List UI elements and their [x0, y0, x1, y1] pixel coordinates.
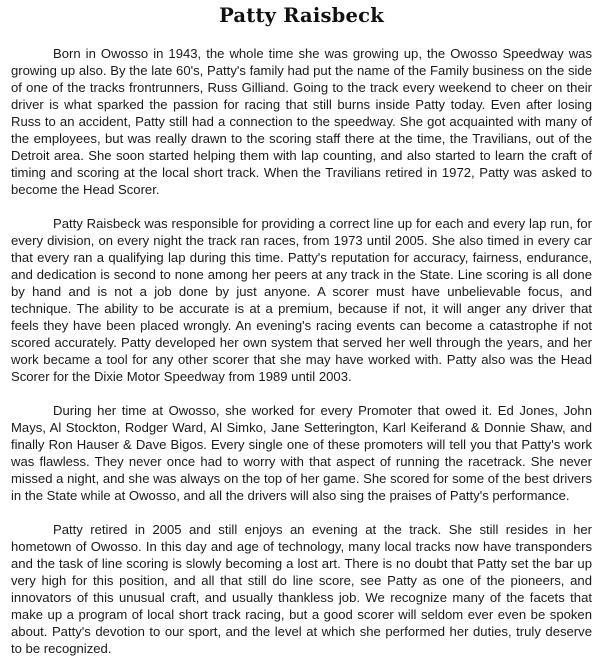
paragraph-promoters: During her time at Owosso, she worked for every Promoter that owed it. Ed Jones, John Mays, Al Stockton, Rodger Ward, Al Simko, Jane Setterington, Karl Keiferand & Donnie Shaw, and finally Ron Hauser & Dave Bigos. Every single one of these promoters will tell you that Patty's work was flawless. They never once had to worry with that aspect of running the racetrack. She never missed a night, and she was always on the top of her game. She scored for some of the best drivers in the State while at Owosso, and all the drivers will also sing the praises of Patty's performance.	[11, 403, 592, 503]
paragraph-retirement: Patty retired in 2005 and still enjoys an evening at the track. She still resides in her hometown of Owosso. In this day and age of technology, many local tracks now have transponders and the task of line scoring is slowly becoming a lost art. There is no doubt that Patty set the bar up very high for this position, and all that still do line score, see Patty as one of the pioneers, and innovators of this unusual craft, and usually thankless job. We recognize many of the facets that make up a program of local short track racing, but a good scorer will seldom ever even be spoken about. Patty's devotion to our sport, and the level at which she performed her duties, truly deserve to be recognized.	[11, 522, 592, 656]
paragraph-head-scorer-duties: Patty Raisbeck was responsible for providing a correct line up for each and every lap run, for every division, on every night the track ran races, from 1973 until 2005. She also timed in every car that every ran a qualifying lap during this time. Patty's reputation for accuracy, fairness, endurance, and dedication is second to none among her peers at any track in the State. Line scoring is all done by hand and is not a job done by just anyone. A scorer must have unbelievable focus, and technique. The ability to be accurate is at a premium, because if not, it will anger any driver that feels they have been placed wrongly. An evening's racing events can become a catastrophe if not scored accurately. Patty developed her own system that served her well through the years, and her work became a tool for any other scorer that she may have worked with. Patty also was the Head Scorer for the Dixie Motor Speedway from 1989 until 2003.	[11, 216, 592, 384]
document-title: Patty Raisbeck	[219, 4, 384, 27]
paragraph-birth-and-early-years: Born in Owosso in 1943, the whole time she was growing up, the Owosso Speedway was growing up also. By the late 60's, Patty's family had put the name of the Family business on the side of one of the tracks frontrunners, Russ Gilliand. Going to the track every weekend to cheer on their driver is what sparked the passion for racing that still burns inside Patty today. Even after losing Russ to an accident, Patty still had a connection to the speedway. She got acquainted with many of the employees, but was really drawn to the scoring staff there at the time, the Travilians, out of the Detroit area. She soon started helping them with lap counting, and also started to learn the craft of timing and scoring at the local short track. When the Travilians retired in 1972, Patty was asked to become the Head Scorer.	[11, 46, 592, 197]
